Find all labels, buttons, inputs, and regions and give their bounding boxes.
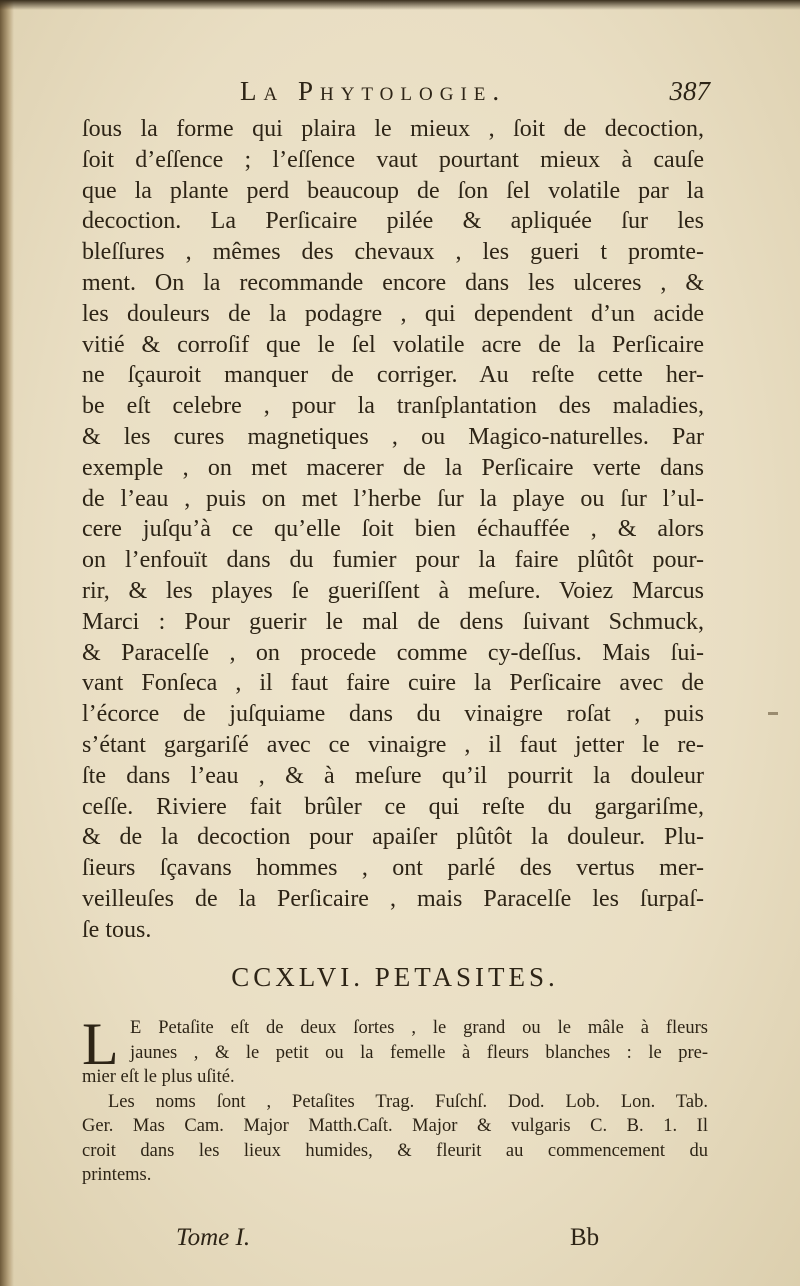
drop-cap: L (82, 1011, 119, 1077)
text-line: ceſſe. Riviere fait brûler ce qui reſte du gargariſme, (82, 793, 704, 820)
volume-signature: Tome I. (176, 1224, 251, 1251)
text-line: bleſſures , mêmes des chevaux , les gueri t promte- (82, 239, 704, 266)
quire-mark: Bb (570, 1224, 600, 1251)
main-text-block (82, 114, 704, 946)
text-line: ment. On la recommande encore dans les ulceres , & (82, 269, 704, 296)
text-line: & les cures magnetiques , ou Magico-naturelles. Par (82, 423, 704, 450)
text-line: vant Fonſeca , il faut faire cuire la Perſicaire avec de (82, 670, 704, 697)
text-line: exemple , on met macerer de la Perſicaire verte dans (82, 454, 704, 481)
text-line: l’écorce de juſquiame dans du vinaigre roſat , puis (82, 701, 704, 728)
text-line: ſous la forme qui plaira le mieux , ſoit de decoction, (82, 116, 704, 142)
entry-line: printems. (82, 1165, 152, 1185)
text-line: on l’enfouït dans du fumier pour la faire plûtôt pour- (82, 547, 704, 574)
margin-mark (768, 712, 778, 715)
text-line: de l’eau , puis on met l’herbe ſur la playe ou ſur l’ul- (82, 485, 704, 512)
running-head-title: La Phytologie. (240, 76, 507, 106)
entry-line: Ger. Mas Cam. Major Matth.Caſt. Major & vulgaris C. B. 1. Il (82, 1116, 708, 1136)
text-line: ſoit d’eſſence ; l’eſſence vaut pourtant mieux à cauſe (82, 146, 704, 173)
text-line: cere juſqu’à ce qu’elle ſoit bien échauffée , & alors (82, 516, 704, 543)
running-head (80, 76, 710, 116)
text-line: ſieurs ſçavans hommes , ont parlé des vertus mer- (82, 855, 704, 882)
page-footer (80, 1224, 710, 1258)
text-line: vitié & corroſif que le ſel volatile acre de la Perſicaire (82, 331, 704, 358)
entry-line: mier eſt le plus uſité. (82, 1067, 235, 1087)
entry-line: jaunes , & le petit ou la femelle à fleurs blanches : le pre- (130, 1042, 708, 1063)
text-line: decoction. La Perſicaire pilée & apliquée ſur les (82, 208, 704, 235)
text-line: veilleuſes de la Perſicaire , mais Paracelſe les ſurpaſ- (82, 885, 704, 912)
entry-line: Les noms ſont , Petaſites Trag. Fuſchſ. Dod. Lob. Lon. Tab. (108, 1091, 708, 1112)
page-number: 387 (669, 76, 710, 106)
text-line: & Paracelſe , on procede comme cy-deſſus. Mais ſui- (82, 639, 704, 666)
text-line: s’étant gargariſé avec ce vinaigre , il faut jetter le re- (82, 731, 704, 758)
entry-line: croit dans les lieux humides, & fleurit au commencement du (82, 1140, 708, 1161)
text-line: be eſt celebre , pour la tranſplantation des maladies, (82, 393, 704, 420)
text-line: les douleurs de la podagre , qui dependent d’un acide (82, 300, 704, 327)
petasites-entry (82, 1011, 708, 1188)
entry-line: E Petaſite eſt de deux ſortes , le grand ou le mâle à fleurs (130, 1018, 708, 1038)
page-binding-edge (0, 0, 14, 1286)
text-line: que la plante perd beaucoup de ſon ſel volatile par la (82, 177, 704, 204)
text-line: rir, & les playes ſe gueriſſent à meſure. Voiez Marcus (82, 577, 704, 604)
page-top-edge (0, 0, 800, 10)
text-line: ne ſçauroit manquer de corriger. Au reſte cette her- (82, 362, 704, 389)
text-line: ſte dans l’eau , & à meſure qu’il pourrit la douleur (82, 762, 704, 789)
text-line: ſe tous. (82, 916, 152, 943)
text-line: & de la decoction pour apaiſer plûtôt la douleur. Plu- (82, 824, 704, 851)
section-heading: CCXLVI. PETASITES. (231, 962, 559, 992)
text-line: Marci : Pour guerir le mal de dens ſuivant Schmuck, (82, 608, 704, 635)
